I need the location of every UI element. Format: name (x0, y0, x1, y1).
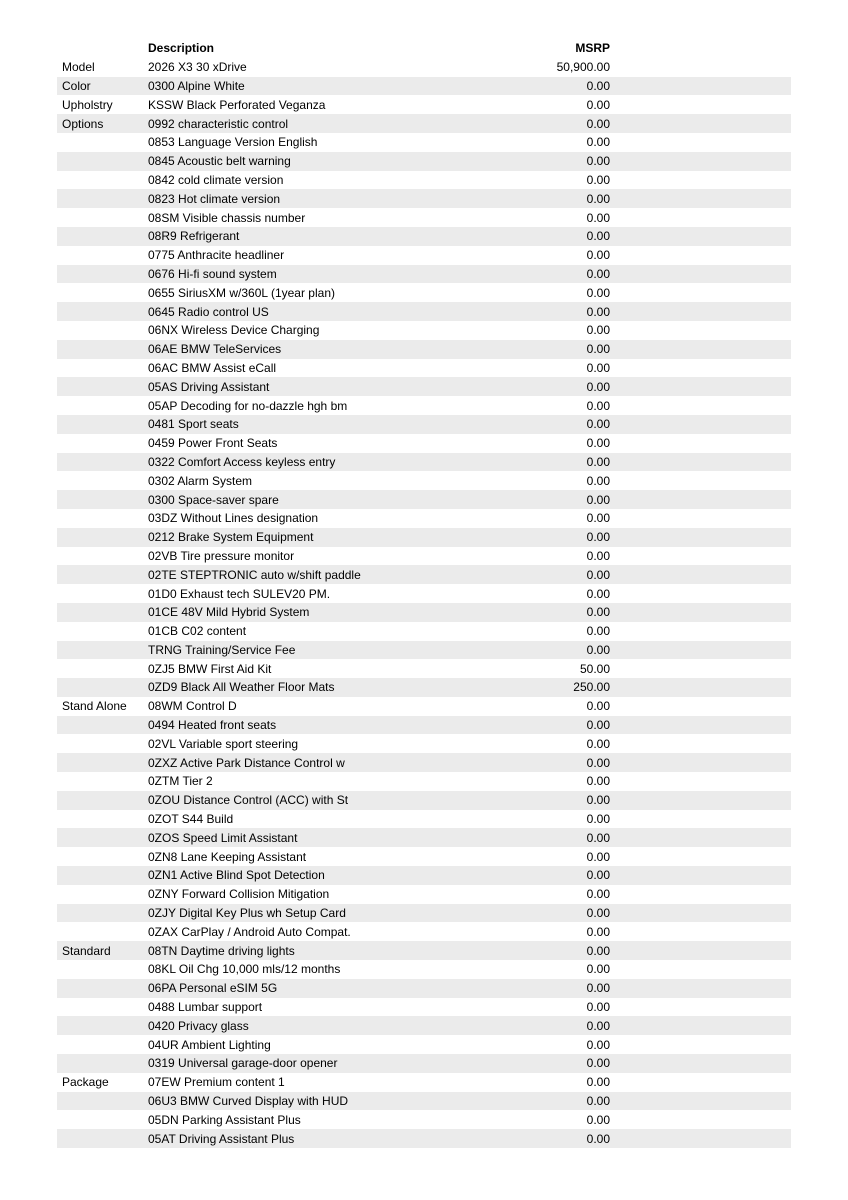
row-category: Standard (62, 943, 111, 958)
row-description: 06PA Personal eSIM 5G (148, 981, 278, 996)
table-row (57, 1129, 791, 1148)
table-row (57, 340, 791, 359)
table-row (57, 641, 791, 660)
table-row (57, 189, 791, 208)
table-row (57, 565, 791, 584)
row-msrp-value: 0.00 (586, 1131, 610, 1146)
row-msrp-value: 250.00 (573, 680, 610, 695)
row-description: 07EW Premium content 1 (148, 1075, 285, 1090)
table-row (57, 584, 791, 603)
table-row (57, 960, 791, 979)
row-description: 01CE 48V Mild Hybrid System (148, 605, 310, 620)
row-description: 0676 Hi-fi sound system (148, 266, 277, 281)
row-msrp-value: 0.00 (586, 887, 610, 902)
row-msrp-value: 0.00 (586, 511, 610, 526)
table-row (57, 1110, 791, 1129)
row-description: 08R9 Refrigerant (148, 229, 240, 244)
row-msrp-value: 50,900.00 (556, 60, 610, 75)
row-description: 0ZNY Forward Collision Mitigation (148, 887, 330, 902)
row-description: 05AT Driving Assistant Plus (148, 1131, 295, 1146)
row-description: 0ZOS Speed Limit Assistant (148, 830, 298, 845)
row-description: 0481 Sport seats (148, 417, 239, 432)
row-description: TRNG Training/Service Fee (148, 642, 296, 657)
table-row (57, 434, 791, 453)
row-description: 0823 Hot climate version (148, 191, 281, 206)
table-row (57, 528, 791, 547)
table-row (57, 547, 791, 566)
row-msrp-value: 0.00 (586, 1018, 610, 1033)
table-row (57, 77, 791, 96)
row-msrp-value: 0.00 (586, 135, 610, 150)
table-row (57, 659, 791, 678)
row-msrp-value: 0.00 (586, 943, 610, 958)
table-row (57, 133, 791, 152)
row-category: Stand Alone (62, 699, 127, 714)
row-msrp-value: 0.00 (586, 774, 610, 789)
row-msrp-value: 0.00 (586, 699, 610, 714)
row-category: Model (62, 60, 95, 75)
row-description: 0300 Alpine White (148, 78, 245, 93)
table-row (57, 283, 791, 302)
column-header-msrp: MSRP (575, 41, 610, 56)
row-msrp-value: 0.00 (586, 1094, 610, 1109)
row-description: 03DZ Without Lines designation (148, 511, 319, 526)
table-body (57, 58, 791, 1148)
row-description: 08SM Visible chassis number (148, 210, 306, 225)
table-row (57, 246, 791, 265)
row-description: 0494 Heated front seats (148, 718, 277, 733)
row-msrp-value: 0.00 (586, 718, 610, 733)
row-msrp-value: 0.00 (586, 1037, 610, 1052)
table-row (57, 171, 791, 190)
table-row (57, 490, 791, 509)
row-msrp-value: 0.00 (586, 323, 610, 338)
row-msrp-value: 0.00 (586, 1075, 610, 1090)
row-msrp-value: 0.00 (586, 530, 610, 545)
row-msrp-value: 0.00 (586, 962, 610, 977)
table-row (57, 377, 791, 396)
row-msrp-value: 0.00 (586, 285, 610, 300)
row-description: 01D0 Exhaust tech SULEV20 PM. (148, 586, 331, 601)
table-row (57, 152, 791, 171)
table-row (57, 697, 791, 716)
row-description: 02VB Tire pressure monitor (148, 548, 295, 563)
row-msrp-value: 0.00 (586, 248, 610, 263)
row-msrp-value: 0.00 (586, 436, 610, 451)
row-msrp-value: 0.00 (586, 1056, 610, 1071)
row-description: 08WM Control D (148, 699, 237, 714)
row-msrp-value: 0.00 (586, 191, 610, 206)
row-description: 06AC BMW Assist eCall (148, 360, 277, 375)
table-row (57, 114, 791, 133)
row-description: 06U3 BMW Curved Display with HUD (148, 1094, 349, 1109)
row-msrp-value: 0.00 (586, 360, 610, 375)
table-row (57, 471, 791, 490)
row-description: 0ZN8 Lane Keeping Assistant (148, 849, 307, 864)
table-row (57, 1092, 791, 1111)
row-description: 0ZN1 Active Blind Spot Detection (148, 868, 325, 883)
table-row (57, 734, 791, 753)
row-msrp-value: 0.00 (586, 342, 610, 357)
row-msrp-value: 0.00 (586, 830, 610, 845)
row-description: 0ZJ5 BMW First Aid Kit (148, 661, 272, 676)
row-msrp-value: 0.00 (586, 605, 610, 620)
row-description: 01CB C02 content (148, 624, 247, 639)
row-description: 0ZOU Distance Control (ACC) with St (148, 793, 349, 808)
table-row (57, 415, 791, 434)
row-msrp-value: 0.00 (586, 379, 610, 394)
row-description: KSSW Black Perforated Veganza (148, 97, 326, 112)
options-price-table (57, 39, 791, 1148)
row-msrp-value: 0.00 (586, 736, 610, 751)
row-category: Package (62, 1075, 109, 1090)
table-row (57, 622, 791, 641)
row-msrp-value: 0.00 (586, 473, 610, 488)
table-row (57, 265, 791, 284)
row-msrp-value: 0.00 (586, 398, 610, 413)
row-description: 04UR Ambient Lighting (148, 1037, 271, 1052)
row-msrp-value: 0.00 (586, 548, 610, 563)
row-msrp-value: 0.00 (586, 210, 610, 225)
table-row (57, 979, 791, 998)
table-row (57, 1054, 791, 1073)
table-row (57, 396, 791, 415)
table-row (57, 866, 791, 885)
row-description: 0319 Universal garage-door opener (148, 1056, 338, 1071)
row-msrp-value: 0.00 (586, 1112, 610, 1127)
row-description: 0992 characteristic control (148, 116, 289, 131)
row-description: 02TE STEPTRONIC auto w/shift paddle (148, 567, 361, 582)
row-description: 0ZAX CarPlay / Android Auto Compat. (148, 924, 351, 939)
row-description: 0655 SiriusXM w/360L (1year plan) (148, 285, 335, 300)
table-row (57, 885, 791, 904)
row-description: 05DN Parking Assistant Plus (148, 1112, 301, 1127)
row-description: 08KL Oil Chg 10,000 mls/12 months (148, 962, 341, 977)
table-row (57, 1035, 791, 1054)
table-row (57, 509, 791, 528)
row-msrp-value: 0.00 (586, 849, 610, 864)
row-description: 06NX Wireless Device Charging (148, 323, 320, 338)
row-description: 05AP Decoding for no-dazzle hgh bm (148, 398, 348, 413)
table-row (57, 922, 791, 941)
row-msrp-value: 0.00 (586, 812, 610, 827)
row-description: 0322 Comfort Access keyless entry (148, 454, 336, 469)
row-msrp-value: 0.00 (586, 78, 610, 93)
table-row (57, 941, 791, 960)
row-description: 0ZJY Digital Key Plus wh Setup Card (148, 906, 346, 921)
row-description: 0775 Anthracite headliner (148, 248, 285, 263)
table-row (57, 810, 791, 829)
row-description: 0ZTM Tier 2 (148, 774, 213, 789)
table-row (57, 753, 791, 772)
table-row (57, 678, 791, 697)
row-msrp-value: 50.00 (579, 661, 610, 676)
row-description: 0645 Radio control US (148, 304, 269, 319)
table-row (57, 208, 791, 227)
table-row (57, 95, 791, 114)
table-header-row (57, 39, 791, 58)
row-description: 0459 Power Front Seats (148, 436, 278, 451)
row-msrp-value: 0.00 (586, 981, 610, 996)
table-row (57, 847, 791, 866)
row-msrp-value: 0.00 (586, 417, 610, 432)
table-row (57, 904, 791, 923)
row-description: 06AE BMW TeleServices (148, 342, 282, 357)
row-description: 0842 cold climate version (148, 172, 284, 187)
row-msrp-value: 0.00 (586, 868, 610, 883)
table-row (57, 716, 791, 735)
row-description: 05AS Driving Assistant (148, 379, 270, 394)
row-msrp-value: 0.00 (586, 624, 610, 639)
row-msrp-value: 0.00 (586, 1000, 610, 1015)
table-row (57, 1073, 791, 1092)
row-description: 0212 Brake System Equipment (148, 530, 314, 545)
row-description: 0853 Language Version English (148, 135, 318, 150)
row-category: Color (62, 78, 91, 93)
table-row (57, 828, 791, 847)
row-description: 0420 Privacy glass (148, 1018, 249, 1033)
row-msrp-value: 0.00 (586, 755, 610, 770)
row-msrp-value: 0.00 (586, 924, 610, 939)
row-msrp-value: 0.00 (586, 154, 610, 169)
row-msrp-value: 0.00 (586, 266, 610, 281)
row-msrp-value: 0.00 (586, 454, 610, 469)
table-row (57, 603, 791, 622)
table-row (57, 998, 791, 1017)
row-msrp-value: 0.00 (586, 567, 610, 582)
row-description: 2026 X3 30 xDrive (148, 60, 247, 75)
table-row (57, 359, 791, 378)
table-row (57, 1016, 791, 1035)
row-description: 0302 Alarm System (148, 473, 253, 488)
row-description: 0845 Acoustic belt warning (148, 154, 291, 169)
table-row (57, 302, 791, 321)
row-description: 0ZD9 Black All Weather Floor Mats (148, 680, 335, 695)
row-msrp-value: 0.00 (586, 492, 610, 507)
row-description: 0ZXZ Active Park Distance Control w (148, 755, 345, 770)
table-row (57, 772, 791, 791)
row-msrp-value: 0.00 (586, 642, 610, 657)
row-description: 08TN Daytime driving lights (148, 943, 295, 958)
row-description: 02VL Variable sport steering (148, 736, 299, 751)
row-description: 0488 Lumbar support (148, 1000, 263, 1015)
row-category: Options (62, 116, 104, 131)
table-row (57, 58, 791, 77)
table-row (57, 321, 791, 340)
table-row (57, 453, 791, 472)
table-row (57, 227, 791, 246)
column-header-description: Description (148, 41, 215, 56)
row-msrp-value: 0.00 (586, 793, 610, 808)
row-msrp-value: 0.00 (586, 172, 610, 187)
row-msrp-value: 0.00 (586, 97, 610, 112)
row-msrp-value: 0.00 (586, 586, 610, 601)
table-row (57, 791, 791, 810)
row-category: Upholstry (62, 97, 113, 112)
row-description: 0ZOT S44 Build (148, 812, 234, 827)
row-msrp-value: 0.00 (586, 304, 610, 319)
row-msrp-value: 0.00 (586, 116, 610, 131)
row-msrp-value: 0.00 (586, 229, 610, 244)
row-description: 0300 Space-saver spare (148, 492, 279, 507)
row-msrp-value: 0.00 (586, 906, 610, 921)
